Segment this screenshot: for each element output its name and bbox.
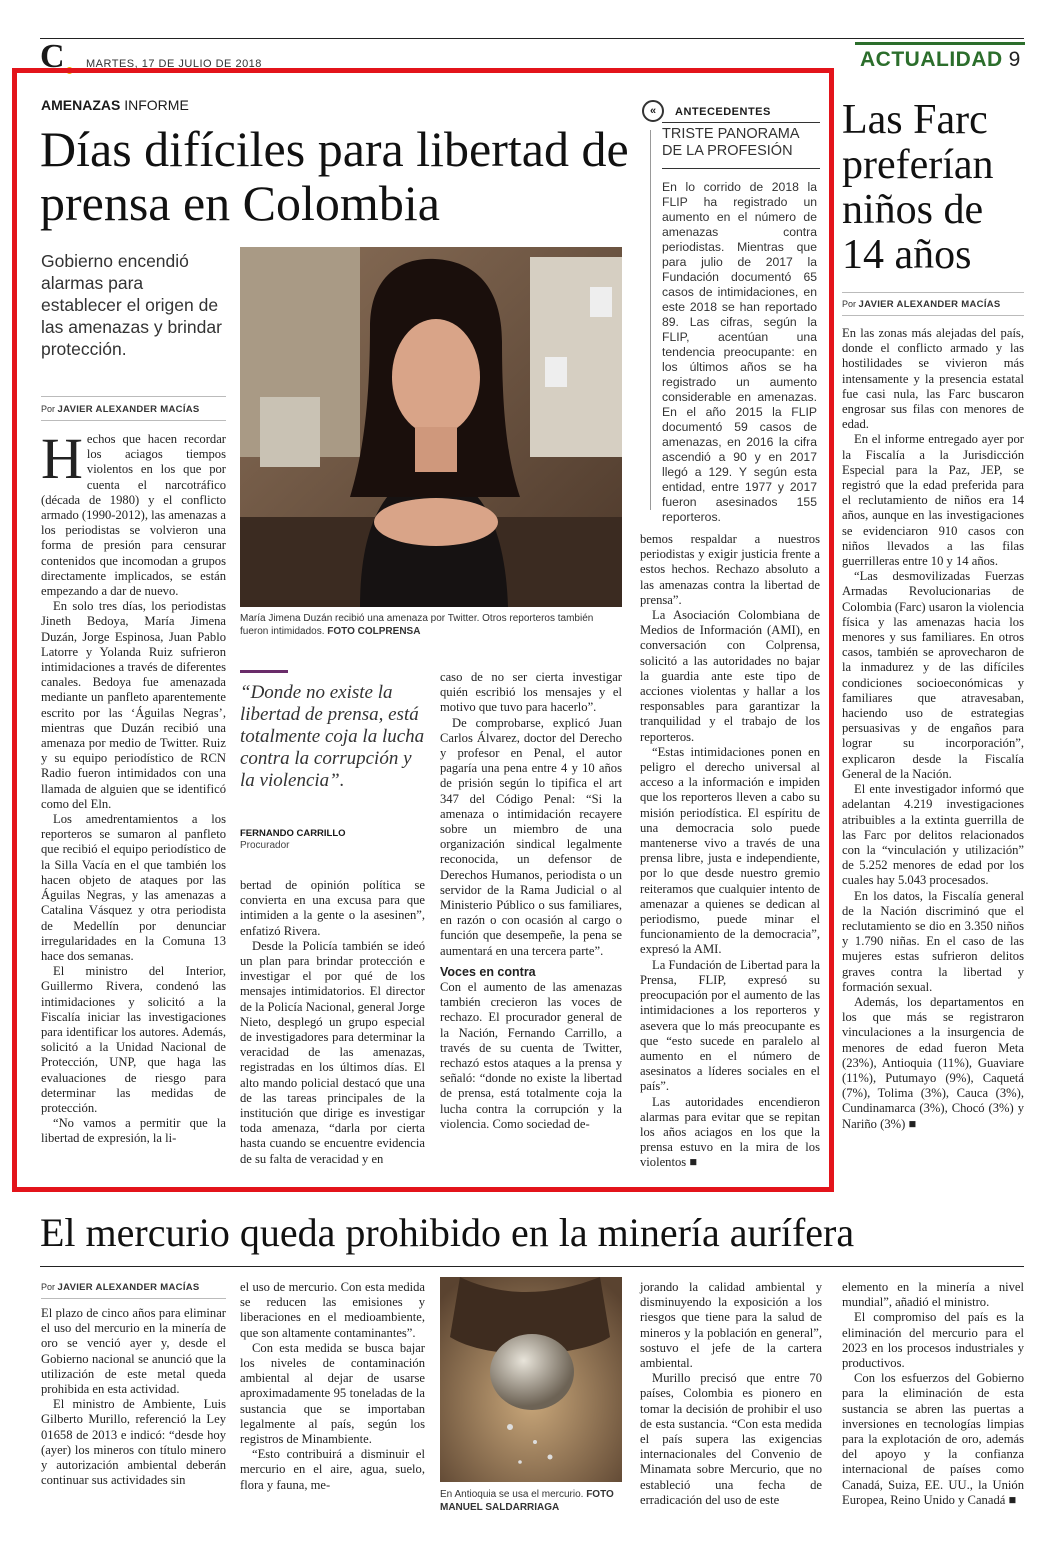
photo-maria-jimena-duzan xyxy=(240,247,622,607)
main-column-3: caso de no ser cierta investigar quién escribió los mensajes y el motivo que tuvo para hacerlo”. De comprobarse, explicó Juan Carlos Álvarez, doctor del Derecho y profesor en Penal, el autor pagaría una pena entre 4 y 10 años de prisión según lo tipifica el art 347 del Código Penal: “Si la amenaza o intimidación recayere sobre un miembro de una organización sindical legalmente reconocida, un defensor de Derechos Humanos, periodista o un servidor de la Rama Judicial o al Ministerio Público o sus familiares, en razón o con ocasión al cargo o función que desempeñe, la pena se aumentará en una tercera parte”. Voces en contra Con el aumento de las amenazas también crecieron las voces de rechazo. El procurador general de la Nación, Fernando Carrillo, a través de su cuenta de Twitter, rechazó estos ataques a la prensa y señaló: “donde no existe la libertad de prensa, está totalmente coja la lucha contra la corrupción y la violencia. Como sociedad de- xyxy=(440,670,622,1131)
photo-mercury-hand xyxy=(440,1277,622,1482)
kicker: AMENAZAS INFORME xyxy=(41,97,189,113)
mercury-photo-credit: FOTO MANUEL SALDARRIAGA xyxy=(440,1489,614,1513)
mercury-column-3: jorando la calidad ambiental y disminuyendo la exposición a los riesgos que tiene para la salud de mineros y la población en general”, sostuvo el jefe de la cartera ambiental. Murillo precisó que entre 70 países, Colombia es pionero en tomar la decisión de prohibir el uso de esta sustancia. “Con esta medida el país supera las exigencias internacionales del Convenio de Minamata sobre Mercurio, que no estableció una fecha de erradicación del uso de este xyxy=(640,1280,822,1507)
mercury-byline-rule xyxy=(41,1298,226,1299)
newspaper-logo: C xyxy=(40,40,73,74)
byline-rule-top xyxy=(41,396,226,397)
dropcap: H xyxy=(41,426,83,491)
quote-attribution-role: Procurador xyxy=(240,840,290,851)
main-column-1: Hechos que hacen recordar los aciagos tiempos violentos en los que por cuenta el narcotráfico (década de 1980) y el conflicto armado (1990-2012), las amenazas a los periodistas se volvieron una forma de presión para censurar contenidos que incomodan a grupos directamente implicados, se están empezando a dar de nuevo. En solo tres días, los periodistas Jineth Bedoya, María Jimena Duzán, Jorge Espinosa, Juan Pablo Latorre y Yolanda Ruiz sufrieron intimidaciones a través de diferentes canales. Bedoya fue amenazada mediante un panfleto aparentemente escrito por las ‘Águilas Negras’, mientras que Duzán recibió una amenaza por medio de Twitter. Ruiz y su equipo periodístico de RCN Radio fueron intimidados con una llamada de alguien que se identificó como del Eln. Los amedrentamientos a los reporteros se sumaron al panfleto que recibió el equipo periodístico de la Silla Vacía en el que también los hacen objeto de ataques por las Águilas Negras, y las amenazas a Catalina Vásquez y otra periodista de Medellín por denunciar irregularidades en la Comuna 13 hace dos semanas. El ministro del Interior, Guillermo Rivera, condenó las intimidaciones y solicitó a la Fiscalía iniciar las investigaciones para identificar los autores. Además, solicitó a la Unidad Nacional de Protección, UNP, que haga las evaluaciones de riesgo para determinar las medidas de protección. “No vamos a permitir que la libertad de expresión, la li- xyxy=(41,426,226,1146)
dateline: MARTES, 17 DE JULIO DE 2018 xyxy=(86,58,262,70)
deck: Gobierno encendió alarmas para establecer el origen de las amenazas y brindar protección. xyxy=(41,251,222,359)
section-label: ACTUALIDAD 9 xyxy=(860,48,1021,71)
farc-column: En las zonas más alejadas del país, donde el conflicto armado y las hostilidades se vivieron más intensamente y la presencia estatal fue casi nula, las Farc buscaron engrosar sus filas con menores de edad. En el informe entregado ayer por la Fiscalía a la Jurisdicción Especial para la Paz, JEP, se registró que la edad preferida para el reclutamiento de niños era 14 años, aunque en las investigaciones se evidenciaron 910 casos con niños llevados a las filas guerrilleras entre 10 y 14 años. “Las desmovilizadas Fuerzas Armadas Revolucionarias de Colombia (Farc) usaron la violencia física y las amenazas hacia los menores y sus familiares. En otros casos, también se aprovecharon de la inmadurez y de las difíciles condiciones socioeconómicas y familiares que atravesaban, haciendo uso de estrategias persuasivas y de engaños para lograr su incorporación”, explicaron desde la Fiscalía General de la Nación. El ente investigador informó que adelantan 4.219 investigaciones atribuibles a la extinta guerrilla de las Farc por delitos relacionados con la “vinculación y utilización” de 5.252 menores de edad por los cuales hay 5.043 procesados. En los datos, la Fiscalía general de la Nación discriminó que el reclutamiento se dio en 3.350 niños y 1.790 niñas. En el caso de las mujeres estas sufrieron delitos graves contra la libertad y formación sexual. Además, los departamentos en los que más se registraron vinculaciones a la insurgencia de menores de edad fueron Meta (23%), Antioquia (11%), Guaviare (11%), Putumayo (9%), Caquetá (7%), Tolima (3%), Cauca (3%), Cundinamarca (3%), Chocó (3%) y Nariño (3%) ■ xyxy=(842,326,1024,1131)
mercury-headline: El mercurio queda prohibido en la minería aurífera xyxy=(40,1210,855,1255)
portrait-illustration xyxy=(240,247,622,607)
subhead-voces-en-contra: Voces en contra xyxy=(440,964,536,979)
mercury-headline-rule xyxy=(40,1266,1024,1267)
mercury-photo-caption: En Antioquia se usa el mercurio. FOTO MANUEL SALDARRIAGA xyxy=(440,1489,614,1513)
mercury-column-4: elemento en la minería a nivel mundial”, añadió el ministro. El compromiso del país es la eliminación del mercurio para el 2023 en los procesos industriales y productivos. Con los esfuerzos del Gobierno para la eliminación de esta sustancia se abren las puertas a inversiones en tecnologías limpias para la explotación de oro, además del apoyo y la confianza internacional de países como Canadá, Suiza, EE. UU., la Unión Europea, Reino Unido y Canadá ■ xyxy=(842,1280,1024,1507)
farc-byline: Por JAVIER ALEXANDER MACÍAS xyxy=(842,299,1001,310)
sidebar-vertical-rule xyxy=(650,130,651,510)
main-photo-credit: FOTO COLPRENSA xyxy=(327,626,421,637)
sidebar-text: En lo corrido de 2018 la FLIP ha registrado un aumento en el número de amenazas contra periodistas. Mientras que para julio de 2017 la Fundación documentó 65 casos de intimidaciones, en este 2018 se han reportado 89. Las cifras, según la FLIP, acentúan una tendencia preocupante: en los últimos años se ha registrado un aumento considerable en amenazas. En el año 2015 la FLIP documentó 59 casos de amenazas, en 2016 la cifra ascendió a 90 y en 2017 llegó a 129. Y según esta entidad, entre 1977 y 2017 fueron asesinados 155 reporteros. xyxy=(662,180,817,524)
mercury-byline: Por JAVIER ALEXANDER MACÍAS xyxy=(41,1282,200,1293)
top-rule xyxy=(40,38,1024,39)
mercury-column-2: el uso de mercurio. Con esta medida se reducen las emisiones y liberaciones en el medioambiente, que son altamente contaminantes”. Con esta medida se busca bajar los niveles de contaminación ambiental al dejar de usarse aproximadamente 95 toneladas de la sustancia que se importaban legalmente al país, según los registros de Minambiente. “Esto contribuirá a disminuir el mercurio en el aire, agua, suelo, flora y fauna, me- xyxy=(240,1280,425,1492)
sidebar-label: ANTECEDENTES xyxy=(675,106,771,118)
main-photo-caption: María Jimena Duzán recibió una amenaza por Twitter. Otros reporteros también fueron intimidados. FOTO COLPRENSA xyxy=(240,613,594,637)
mercury-illustration xyxy=(440,1277,622,1482)
sidebar-rule-top xyxy=(662,122,820,123)
farc-headline: Las Farc preferían niños de 14 años xyxy=(842,97,994,278)
sidebar-rule-mid xyxy=(662,168,820,169)
double-chevron-left-icon: « xyxy=(642,100,664,122)
mercury-column-1: El plazo de cinco años para eliminar el uso del mercurio en la minería de oro se venció ayer y, desde el Gobierno nacional se anunció que la utilización de este metal queda prohibida en esta actividad. El ministro de Ambiente, Luis Gilberto Murillo, referenció la Ley 01658 de 2013 e indicó: “desde hoy (ayer) los mineros con título minero y autorización ambiental deberán continuar sus actividades sin xyxy=(41,1306,226,1488)
farc-byline-rule-top xyxy=(842,292,1024,293)
main-byline: Por JAVIER ALEXANDER MACÍAS xyxy=(41,404,200,415)
pull-quote: “Donde no existe la libertad de prensa, está totalmente coja la lucha contra la corrupción y la violencia”. xyxy=(240,682,425,791)
section-bar xyxy=(855,42,1025,45)
quote-accent-bar xyxy=(240,670,288,673)
page-number: 9 xyxy=(1008,48,1021,71)
sidebar-title: TRISTE PANORAMA DE LA PROFESIÓN xyxy=(662,126,799,159)
farc-byline-rule-bottom xyxy=(842,315,1024,316)
main-column-2: bertad de opinión política se convierta en una excusa para que intimiden a la gente o la asesinen”, enfatizó Rivera. Desde la Policía también se ideó un plan para brindar protección e investigar el por qué de los mensajes intimidatorios. El director de la Policía Nacional, general Jorge Nieto, desplegó un grupo especial de investigadores para determinar la veracidad de las amenazas, registradas en los últimos días. El alto mando policial destacó que una de las tareas principales de la institución que dirige es investigar toda amenaza, “darla por cierta hasta cuando se encuentre evidencia de su falta de veracidad y en xyxy=(240,878,425,1166)
main-column-4: bemos respaldar a nuestros periodistas y exigir justicia frente a estos hechos. Rechazo absoluto a las amenazas contra la libertad de prensa”. La Asociación Colombiana de Medios de Información (AMI), en conversación con Colprensa, solicitó a las autoridades no bajar la guardia ante este tipo de acciones violentas y hallar a los responsables para garantizar la tranquilidad y el trabajo de los reporteros. “Estas intimidaciones ponen en peligro el derecho universal al acceso a la información e impiden que los reporteros lleven a cabo su misión periodística. El espíritu de una democracia solo puede mantenerse vivo a través de una prensa libre, justa e independiente, por lo que desde nuestro gremio reiteramos que cualquier intento de amenazar a quienes se dedican al periodismo, puede minar el funcionamiento de la democracia”, expresó la AMI. La Fundación de Libertad para la Prensa, FLIP, expresó su preocupación por el aumento de las intimidaciones a los reporteros y asevera que lo más preocupante es que “esto sucede en paralelo al aumento en el número de asesinatos a líderes sociales en el país”. Las autoridades encendieron alarmas para evitar que se repitan los años aciagos en los que la prensa estuvo en la mira de los violentos ■ xyxy=(640,532,820,1170)
byline-rule-bottom xyxy=(41,420,226,421)
main-headline: Días difíciles para libertad de prensa en Colombia xyxy=(40,121,629,231)
quote-attribution-name: FERNANDO CARRILLO xyxy=(240,828,346,839)
